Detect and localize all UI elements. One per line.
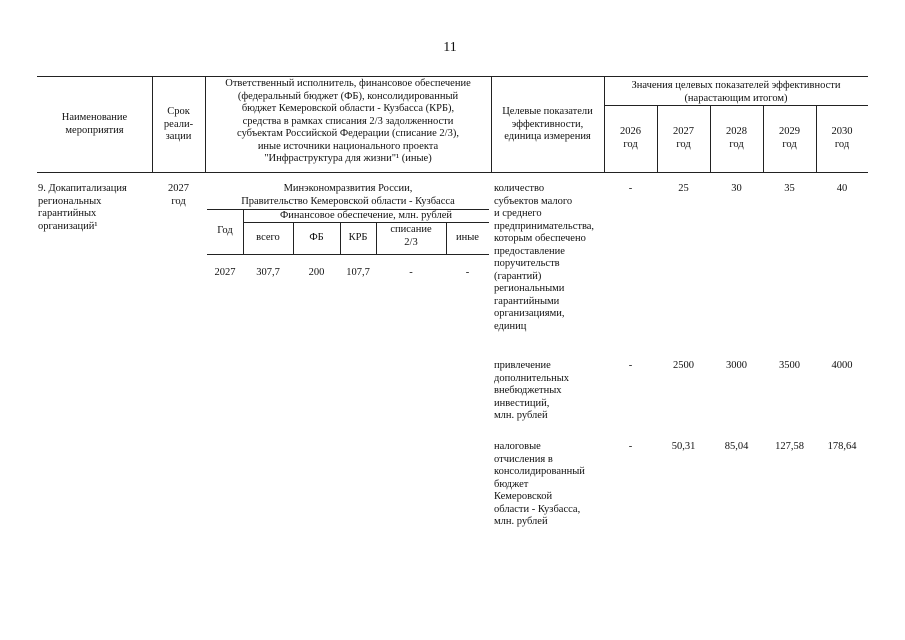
activity-name	[38, 183, 152, 233]
year-word: год	[782, 138, 797, 150]
indicator-value: 3500	[779, 360, 800, 371]
header-text-line: субъектам Российской Федерации (списание 2/3),	[237, 128, 459, 139]
indicator-value: -	[628, 441, 633, 452]
indicator-label-line: предоставление	[494, 245, 565, 257]
year-number: 2028	[726, 126, 747, 137]
header-text-line: Наименование	[61, 112, 128, 123]
indicator-label-line: налоговые	[494, 441, 541, 452]
header-name	[37, 112, 152, 137]
fin-value-krb: 107,7	[346, 267, 370, 278]
indicator-label-line: Кемеровской	[494, 491, 553, 502]
header-year-2027	[657, 126, 710, 151]
indicator-label	[494, 441, 604, 529]
indicator-label-line: субъектов малого	[494, 195, 573, 207]
indicator-value: 25	[678, 183, 689, 194]
fin-title: Финансовое обеспечение, млн. рублей	[280, 210, 452, 221]
year-number: 2029	[779, 126, 800, 137]
header-text-line: "Инфраструктура для жизни"¹ (иные)	[264, 153, 432, 164]
activity-term	[152, 183, 205, 208]
activity-term-line: 2027	[168, 183, 189, 194]
indicator-label-line: предпринимательства,	[494, 220, 595, 232]
indicator-label-line: млн. рублей	[494, 410, 548, 421]
fin-col-fb: ФБ	[309, 232, 324, 243]
indicator-value: 4000	[831, 360, 853, 371]
header-text-line: иные источники национального проекта	[257, 140, 439, 152]
fin-rule	[207, 254, 489, 255]
header-values-title	[604, 80, 868, 105]
indicator-value: -	[628, 183, 633, 194]
indicator-label-line: привлечение	[494, 360, 551, 371]
indicator-value: 85,04	[724, 441, 749, 452]
header-year-2029	[763, 126, 816, 151]
fin-value-write-off: -	[409, 267, 413, 278]
fin-value-fb: 200	[308, 267, 325, 278]
header-text-line: зации	[165, 131, 192, 142]
indicator-label-line: региональными	[494, 283, 565, 294]
indicator-label	[494, 183, 604, 333]
year-word: год	[729, 138, 744, 150]
indicator-label-line: и среднего	[494, 208, 542, 219]
executor-line: Минэкономразвития России,	[283, 183, 413, 194]
indicator-value: 40	[836, 183, 848, 194]
indicator-value: 2500	[673, 360, 694, 371]
indicator-label-line: которым обеспечено	[494, 233, 586, 244]
fin-col-write-off	[376, 224, 446, 249]
header-text-line: средства в рамках списания 2/3 задолженности	[242, 115, 454, 127]
fin-col-total: всего	[256, 232, 280, 243]
activity-term-line: год	[171, 195, 186, 207]
indicator-value: 50,31	[671, 441, 696, 452]
indicator-label-line: дополнительных	[494, 372, 570, 384]
activity-name-line: гарантийных	[38, 208, 97, 219]
indicator-label-line: области - Кузбасса,	[494, 503, 581, 515]
indicator-label-line: инвестиций,	[494, 397, 550, 409]
header-text-line: Целевые показатели	[502, 106, 593, 117]
indicator-label-line: гарантийными	[494, 295, 560, 307]
header-text-line: бюджет Кемеровской области - Кузбасса (КРБ),	[241, 103, 455, 114]
header-text-line: эффективности,	[511, 118, 584, 130]
header-text-line: единица измерения	[504, 131, 591, 142]
fin-col-write-off-line: списание	[390, 224, 432, 235]
year-word: год	[834, 138, 850, 150]
indicator-label-line: консолидированный	[494, 466, 585, 477]
header-bottom-rule	[37, 172, 868, 173]
header-text-line: (нарастающим итогом)	[684, 92, 788, 104]
indicator-label-line: организациями,	[494, 308, 565, 319]
indicator-value: -	[628, 360, 633, 371]
values-title-rule	[604, 105, 868, 106]
year-word: год	[676, 138, 691, 150]
indicator-label-line: внебюджетных	[494, 385, 562, 396]
indicator-value: 3000	[726, 360, 747, 371]
header-indicators	[491, 106, 604, 144]
executor-line: Правительство Кемеровской области - Кузбасса	[241, 195, 455, 207]
year-word: год	[623, 138, 638, 150]
activity-name-line: организаций¹	[38, 220, 98, 232]
header-term	[152, 106, 205, 144]
header-responsible	[205, 78, 491, 166]
fin-value-other: -	[465, 267, 470, 278]
header-text-line: Срок	[167, 106, 190, 117]
header-year-2028	[710, 126, 763, 151]
page-number: 11	[443, 40, 457, 55]
fin-col-other: иные	[456, 232, 479, 243]
year-number: 2026	[620, 126, 641, 137]
fin-col-krb: КРБ	[348, 232, 368, 243]
indicator-value: 30	[731, 183, 742, 194]
indicator-label-line: количество	[494, 183, 545, 194]
header-text-line: Значения целевых показателей эффективности	[631, 80, 841, 91]
table-top-rule	[37, 76, 868, 77]
header-text-line: реали-	[163, 118, 194, 130]
executor	[205, 183, 491, 208]
indicator-value: 127,58	[775, 441, 804, 452]
indicator-label-line: млн. рублей	[494, 516, 548, 527]
activity-name-line: 9. Докапитализация	[38, 183, 127, 194]
activity-name-line: региональных	[38, 195, 102, 207]
fin-value-total: 307,7	[256, 267, 280, 278]
fin-value-year: 2027	[214, 267, 236, 278]
fin-col-write-off-line: 2/3	[404, 236, 418, 248]
indicator-label-line: поручительств	[494, 258, 560, 269]
header-year-2030	[816, 126, 868, 151]
indicator-value: 178,64	[827, 441, 857, 452]
indicator-label-line: отчисления в	[494, 453, 553, 465]
indicator-label	[494, 360, 604, 423]
header-text-line: мероприятия	[65, 124, 124, 136]
indicator-label-line: бюджет	[494, 478, 529, 490]
fin-year-label: Год	[217, 225, 233, 236]
header-text-line: Ответственный исполнитель, финансовое обеспечение	[225, 78, 471, 89]
year-number: 2030	[831, 126, 853, 137]
year-number: 2027	[673, 126, 694, 137]
indicator-label-line: единиц	[494, 320, 527, 332]
header-year-2026	[604, 126, 657, 151]
indicator-value: 35	[784, 183, 795, 194]
indicator-label-line: (гарантий)	[494, 270, 542, 282]
header-text-line: (федеральный бюджет (ФБ), консолидированный	[237, 90, 459, 102]
